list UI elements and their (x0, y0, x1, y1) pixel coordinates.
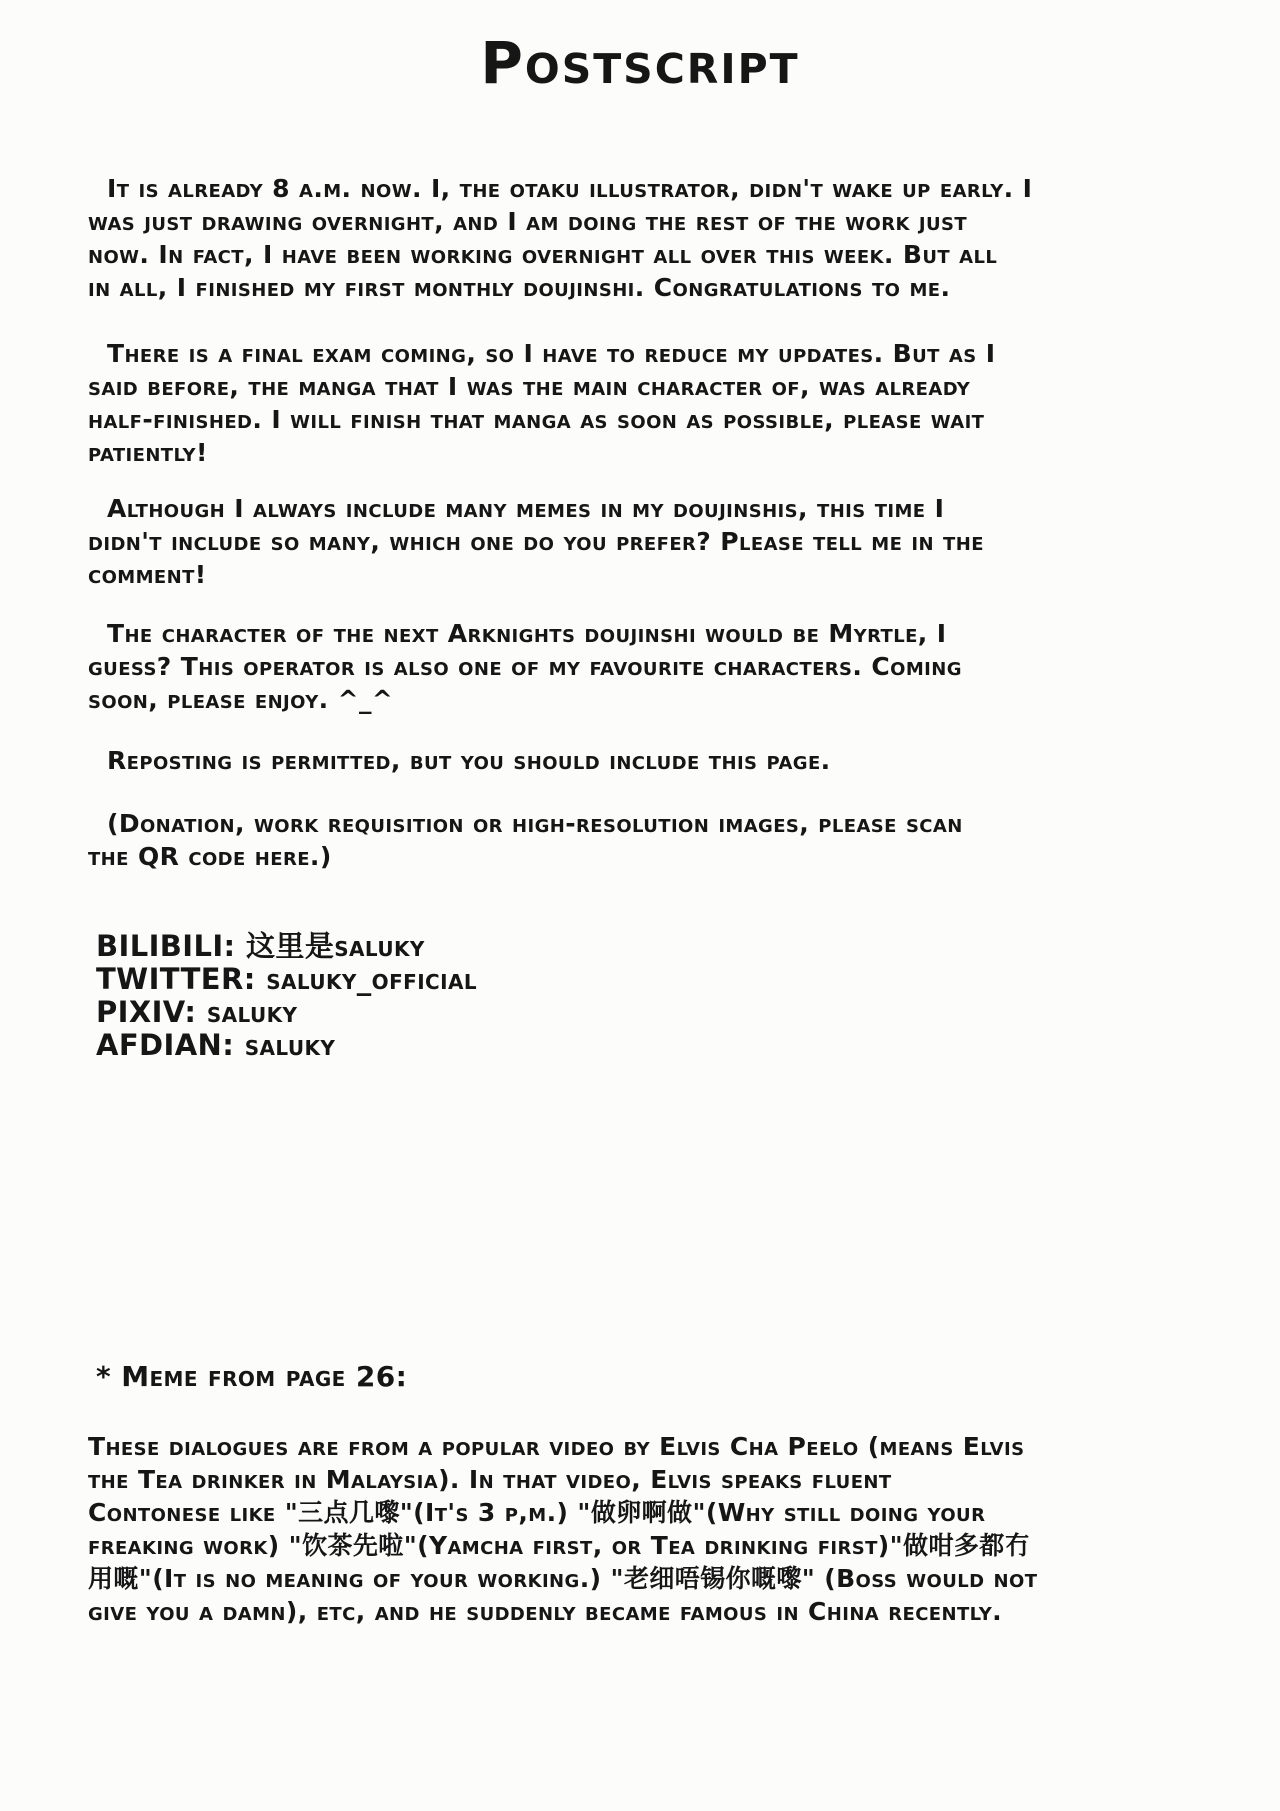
text-line: It is already 8 a.m. now. I, the otaku illustrator, didn't wake up early. I (107, 174, 1033, 203)
text-line: the QR code here.) (88, 842, 332, 871)
text-line: The character of the next Arknights doujinshi would be Myrtle, I (107, 619, 947, 648)
text-line: These dialogues are from a popular video by Elvis Cha Peelo (means Elvis (88, 1432, 1025, 1461)
social-platform: AFDIAN: (96, 1028, 235, 1062)
text-line: didn't include so many, which one do you prefer? Please tell me in the (88, 527, 984, 556)
social-handle: saluky (244, 1028, 336, 1062)
paragraph-memes (88, 492, 1210, 591)
text-line: Reposting is permitted, but you should include this page. (107, 746, 831, 775)
text-line: comment! (88, 560, 207, 589)
text-line: Although I always include many memes in my doujinshis, this time I (107, 494, 945, 523)
footnote-paragraph (88, 1430, 1210, 1628)
social-platform: TWITTER: (96, 962, 256, 996)
text-line: guess? This operator is also one of my favourite characters. Coming (88, 652, 962, 681)
paragraph-exam (88, 337, 1210, 469)
text-line: said before, the manga that I was the main character of, was already (88, 372, 971, 401)
text-line: freaking work) "饮茶先啦"(Yamcha first, or Tea drinking first)"做咁多都冇 (88, 1531, 1031, 1560)
social-platform: BILIBILI: (96, 929, 236, 963)
text-line: Contonese like "三点几嚟"(It's 3 p,m.) "做卵啊做"(Why still doing your (88, 1498, 986, 1527)
social-handle: saluky (206, 995, 298, 1029)
text-line: patiently! (88, 438, 208, 467)
footnote-heading (96, 1360, 1210, 1394)
paragraph-intro (88, 172, 1210, 304)
text-line: (Donation, work requisition or high-resolution images, please scan (107, 809, 963, 838)
paragraph-next-doujinshi (88, 617, 1210, 716)
text-line: soon, please enjoy. ^_^ (88, 685, 394, 714)
text-line: now. In fact, I have been working overnight all over this week. But all (88, 240, 998, 269)
text-line: was just drawing overnight, and I am doing the rest of the work just (88, 207, 968, 236)
text-line: 用嘅"(It is no meaning of your working.) "老细唔锡你嘅嚟" (Boss would not (88, 1564, 1038, 1593)
social-item-afdian (96, 1029, 1210, 1062)
text-line: There is a final exam coming, so I have to reduce my updates. But as I (107, 339, 996, 368)
social-item-pixiv (96, 996, 1210, 1029)
social-handle: 这里是saluky (246, 929, 425, 963)
social-platform: PIXIV: (96, 995, 197, 1029)
social-links (96, 930, 1210, 1062)
page-title: Postscript (480, 29, 800, 97)
paragraph-donation (88, 807, 1210, 873)
footnote-heading-text: * Meme from page 26: (96, 1360, 408, 1393)
social-item-bilibili (96, 930, 1210, 963)
text-line: give you a damn), etc, and he suddenly became famous in China recently. (88, 1597, 1003, 1626)
social-handle: saluky_official (266, 962, 477, 996)
text-line: in all, I finished my first monthly doujinshi. Congratulations to me. (88, 273, 951, 302)
text-line: half-finished. I will finish that manga as soon as possible, please wait (88, 405, 985, 434)
text-line: the Tea drinker in Malaysia). In that video, Elvis speaks fluent (88, 1465, 892, 1494)
paragraph-reposting (88, 744, 1210, 777)
social-item-twitter (96, 963, 1210, 996)
